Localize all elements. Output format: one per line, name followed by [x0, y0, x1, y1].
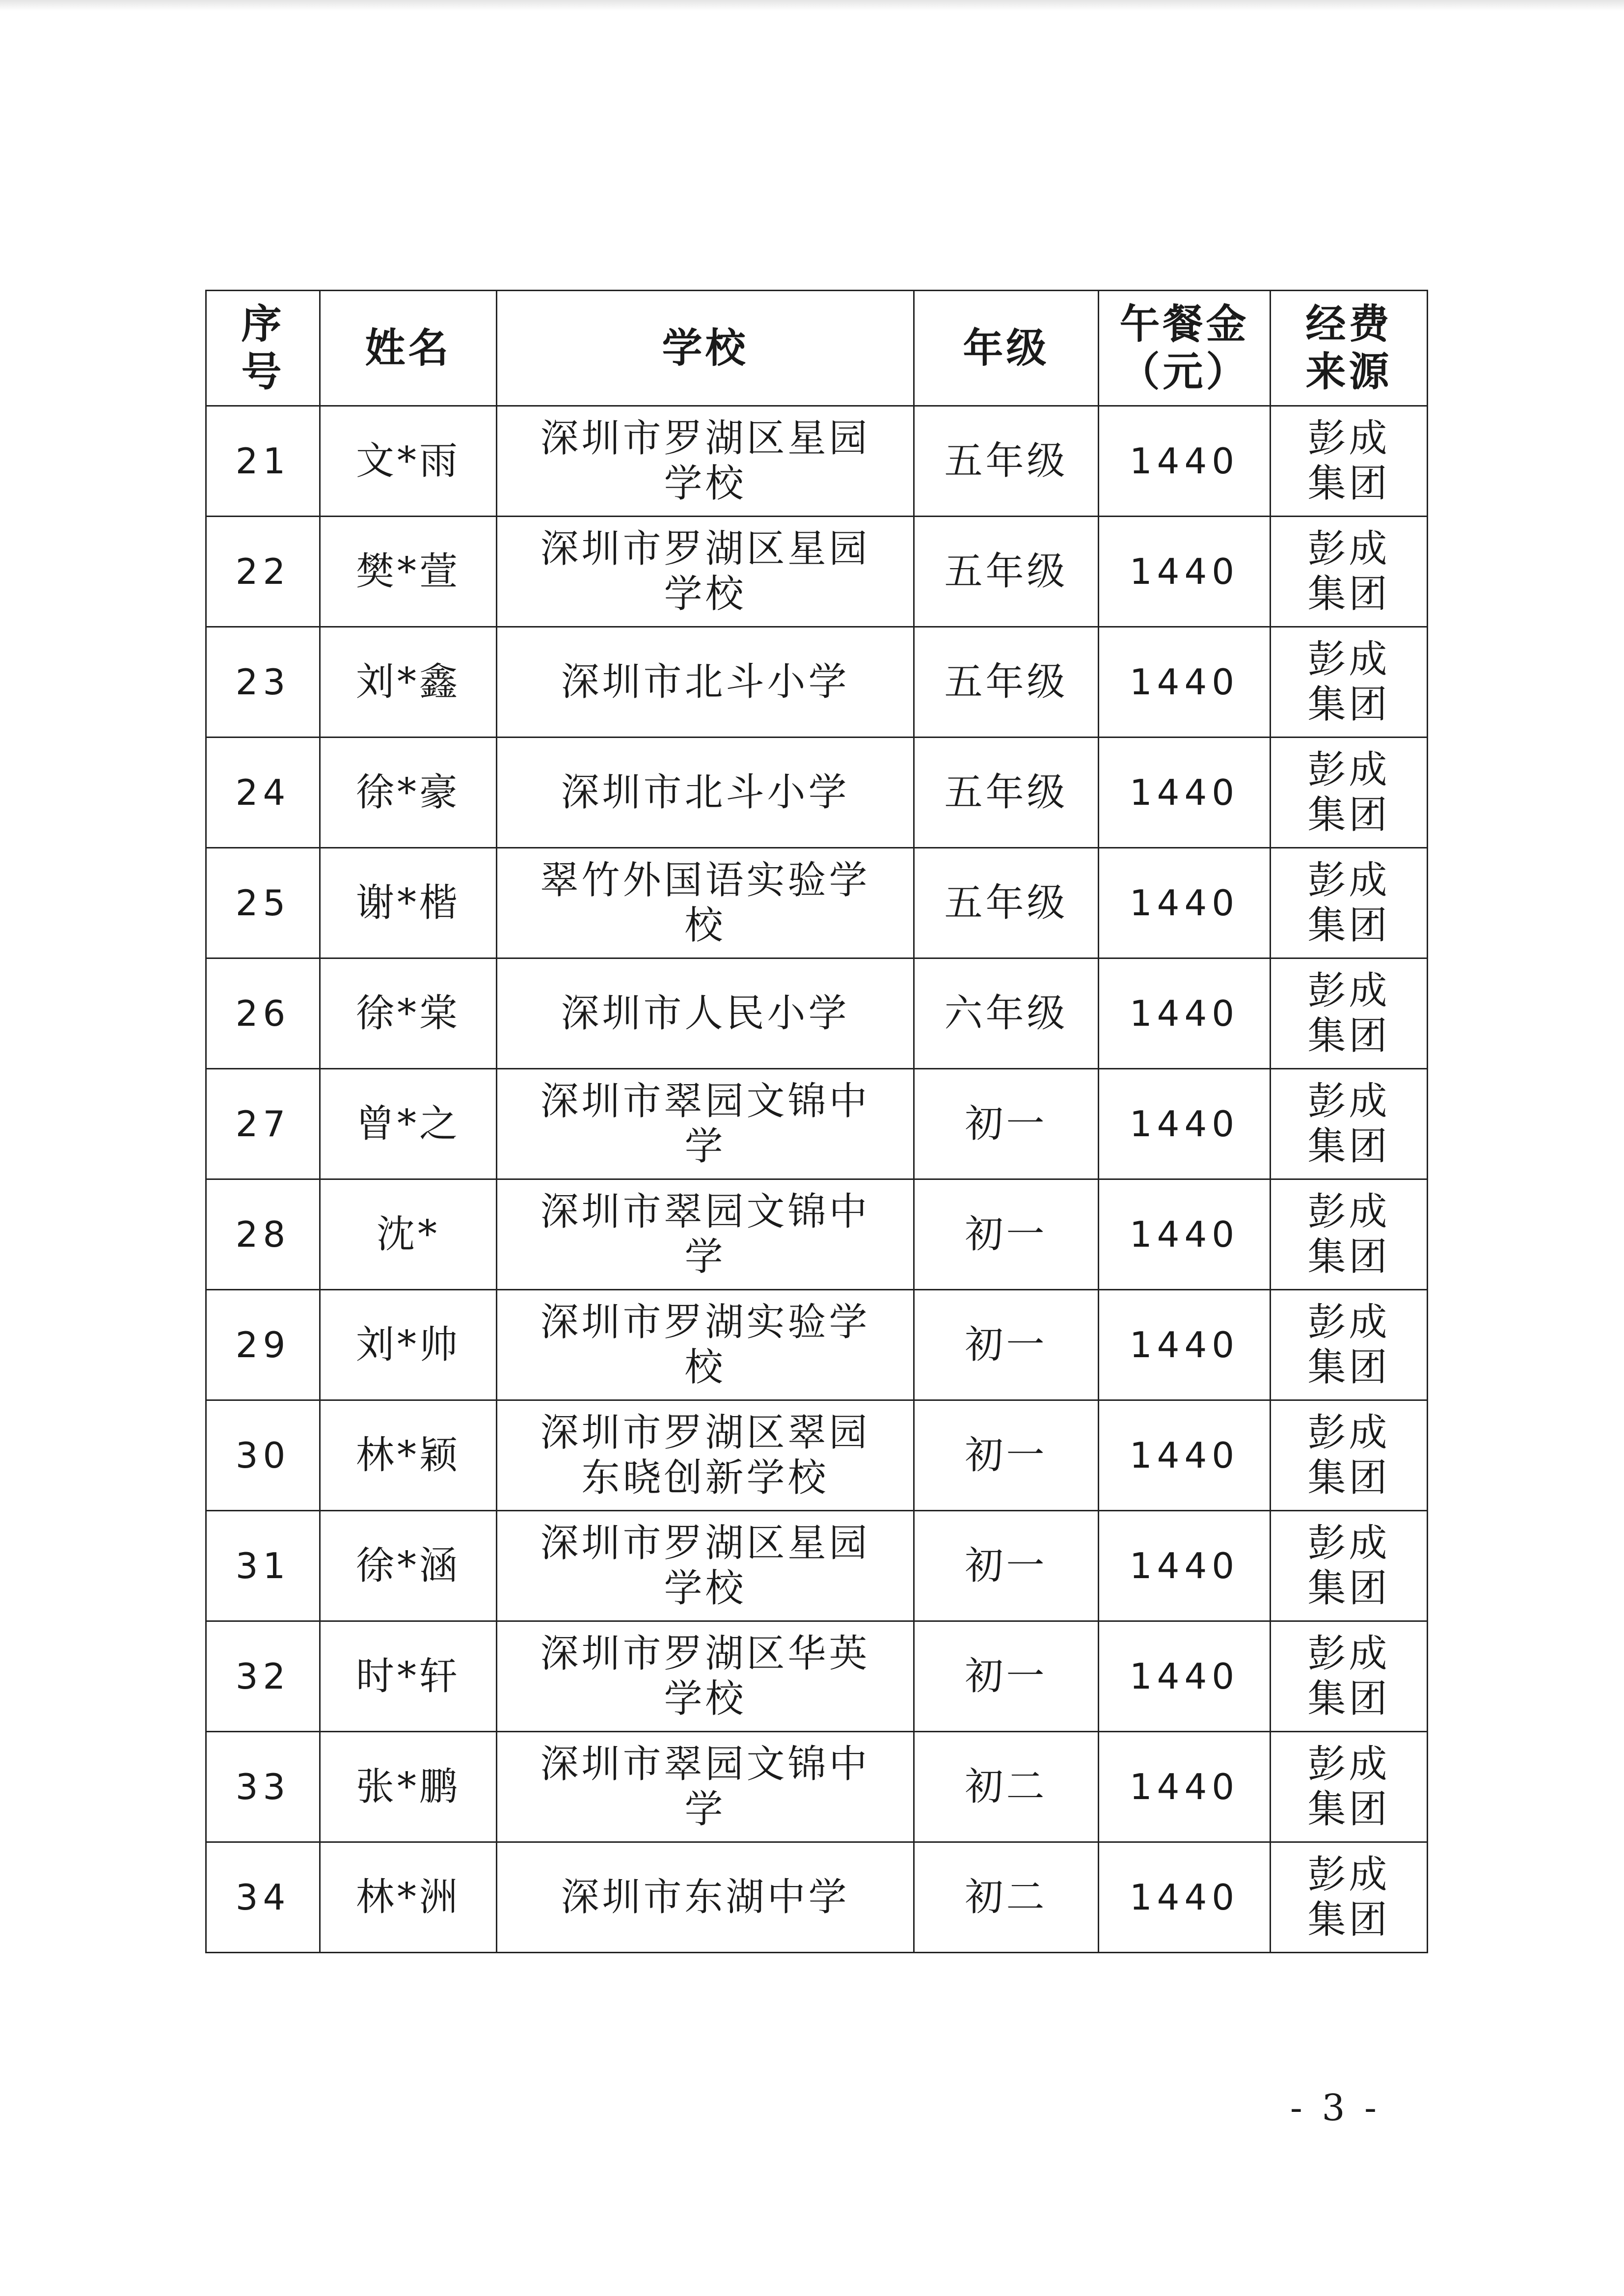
cell-school-text: 深圳市罗湖区星园学校 — [540, 526, 870, 616]
table-row — [206, 517, 1428, 627]
cell-amount — [1099, 1732, 1271, 1842]
cell-grade — [914, 1179, 1099, 1290]
table-row — [206, 1290, 1428, 1400]
cell-no-text: 23 — [235, 661, 291, 703]
cell-name-text: 时*轩 — [355, 1654, 460, 1698]
cell-amount-text: 1440 — [1129, 1324, 1240, 1366]
cell-school-text: 深圳市罗湖区星园学校 — [540, 416, 870, 506]
cell-grade-text: 初一 — [965, 1101, 1048, 1146]
cell-school-text: 深圳市罗湖实验学校 — [540, 1300, 870, 1390]
cell-source-text: 彭成集团 — [1307, 858, 1390, 948]
cell-amount — [1099, 627, 1271, 738]
table-body — [206, 406, 1428, 1953]
cell-school-text: 深圳市人民小学 — [561, 991, 850, 1036]
cell-name-text: 林*颖 — [355, 1433, 460, 1477]
cell-name — [320, 1069, 497, 1179]
cell-grade — [914, 1511, 1099, 1621]
cell-amount — [1099, 1290, 1271, 1400]
table-header-row — [206, 291, 1428, 406]
cell-grade — [914, 848, 1099, 958]
cell-name-text: 谢*楷 — [355, 880, 460, 925]
cell-no-text: 26 — [235, 992, 291, 1034]
cell-amount — [1099, 1842, 1271, 1953]
cell-school-text: 深圳市翠园文锦中学 — [540, 1742, 870, 1831]
cell-name — [320, 848, 497, 958]
cell-no — [206, 1179, 320, 1290]
cell-source-text: 彭成集团 — [1307, 526, 1390, 616]
cell-source-text: 彭成集团 — [1307, 416, 1390, 506]
cell-amount-text: 1440 — [1129, 661, 1240, 703]
cell-source — [1271, 627, 1428, 738]
cell-no — [206, 627, 320, 738]
cell-grade-text: 五年级 — [944, 438, 1068, 483]
cell-school — [497, 1732, 914, 1842]
cell-source-text: 彭成集团 — [1307, 1300, 1390, 1390]
cell-name-text: 徐*豪 — [355, 770, 460, 815]
cell-name-text: 刘*帅 — [355, 1322, 460, 1367]
table-row — [206, 848, 1428, 958]
cell-source-text: 彭成集团 — [1307, 1742, 1390, 1831]
cell-source — [1271, 1621, 1428, 1732]
cell-no — [206, 1621, 320, 1732]
cell-no-text: 24 — [235, 771, 291, 813]
cell-source — [1271, 1511, 1428, 1621]
cell-source-text: 彭成集团 — [1307, 1631, 1390, 1721]
cell-grade-text: 初一 — [965, 1654, 1048, 1698]
page-number: - 3 - — [1290, 2087, 1381, 2129]
cell-name-text: 沈* — [376, 1212, 440, 1257]
cell-amount — [1099, 738, 1271, 848]
cell-school — [497, 1621, 914, 1732]
cell-name — [320, 1842, 497, 1953]
cell-amount-text: 1440 — [1129, 440, 1240, 482]
cell-no — [206, 1842, 320, 1953]
table-row — [206, 1621, 1428, 1732]
cell-name — [320, 958, 497, 1069]
cell-source — [1271, 1842, 1428, 1953]
cell-school — [497, 1842, 914, 1953]
cell-no — [206, 517, 320, 627]
cell-grade — [914, 1069, 1099, 1179]
cell-amount — [1099, 1069, 1271, 1179]
cell-school — [497, 1179, 914, 1290]
cell-grade-text: 初一 — [965, 1543, 1048, 1588]
cell-school — [497, 627, 914, 738]
cell-no — [206, 1069, 320, 1179]
cell-school — [497, 1290, 914, 1400]
cell-source — [1271, 738, 1428, 848]
table-row — [206, 1400, 1428, 1511]
cell-name — [320, 1179, 497, 1290]
cell-school-text: 深圳市罗湖区华英学校 — [540, 1631, 870, 1721]
cell-amount-text: 1440 — [1129, 771, 1240, 813]
cell-name — [320, 406, 497, 517]
cell-name-text: 林*洲 — [355, 1875, 460, 1919]
cell-source — [1271, 1732, 1428, 1842]
table-row — [206, 1842, 1428, 1953]
cell-no-text: 22 — [235, 550, 291, 592]
cell-name-text: 徐*涵 — [355, 1543, 460, 1588]
table-row — [206, 406, 1428, 517]
cell-source — [1271, 958, 1428, 1069]
cell-name — [320, 738, 497, 848]
cell-school-text: 翠竹外国语实验学校 — [540, 858, 870, 948]
table-row — [206, 738, 1428, 848]
cell-school — [497, 1400, 914, 1511]
cell-amount — [1099, 848, 1271, 958]
cell-amount-text: 1440 — [1129, 1545, 1240, 1586]
cell-no-text: 29 — [235, 1324, 291, 1366]
lunch-subsidy-table — [205, 290, 1428, 1953]
cell-grade — [914, 738, 1099, 848]
cell-no-text: 33 — [235, 1766, 291, 1807]
cell-source-text: 彭成集团 — [1307, 1410, 1390, 1500]
cell-grade — [914, 1732, 1099, 1842]
cell-no-text: 27 — [235, 1103, 291, 1145]
cell-source — [1271, 406, 1428, 517]
cell-grade — [914, 1842, 1099, 1953]
cell-name — [320, 1621, 497, 1732]
cell-name — [320, 1400, 497, 1511]
cell-source — [1271, 1400, 1428, 1511]
cell-no — [206, 1400, 320, 1511]
cell-school — [497, 1511, 914, 1621]
cell-amount-text: 1440 — [1129, 1213, 1240, 1255]
cell-no — [206, 1290, 320, 1400]
cell-amount-text: 1440 — [1129, 1434, 1240, 1476]
cell-no-text: 21 — [235, 440, 291, 482]
table-row — [206, 958, 1428, 1069]
cell-no — [206, 738, 320, 848]
cell-name-text: 文*雨 — [355, 438, 460, 483]
cell-grade — [914, 1400, 1099, 1511]
cell-grade — [914, 627, 1099, 738]
cell-name-text: 张*鹏 — [355, 1764, 460, 1809]
cell-amount-text: 1440 — [1129, 550, 1240, 592]
cell-name-text: 曾*之 — [355, 1101, 460, 1146]
cell-no — [206, 406, 320, 517]
cell-amount — [1099, 1179, 1271, 1290]
cell-name-text: 刘*鑫 — [355, 659, 460, 704]
cell-amount-text: 1440 — [1129, 1103, 1240, 1145]
cell-source — [1271, 1179, 1428, 1290]
cell-grade — [914, 517, 1099, 627]
cell-amount — [1099, 406, 1271, 517]
cell-school — [497, 517, 914, 627]
cell-school — [497, 406, 914, 517]
cell-source-text: 彭成集团 — [1307, 637, 1390, 727]
cell-source — [1271, 1069, 1428, 1179]
cell-school-text: 深圳市北斗小学 — [561, 770, 850, 815]
cell-amount-text: 1440 — [1129, 1766, 1240, 1807]
cell-source-text: 彭成集团 — [1307, 968, 1390, 1058]
cell-school-text: 深圳市翠园文锦中学 — [540, 1079, 870, 1169]
header-amount: 午餐金（元） — [1099, 291, 1271, 406]
cell-amount — [1099, 958, 1271, 1069]
cell-no-text: 34 — [235, 1876, 291, 1918]
table-row — [206, 1179, 1428, 1290]
header-source: 经费来源 — [1271, 291, 1428, 406]
cell-no-text: 32 — [235, 1655, 291, 1697]
cell-school-text: 深圳市罗湖区星园学校 — [540, 1521, 870, 1611]
header-school: 学校 — [497, 291, 914, 406]
cell-source-text: 彭成集团 — [1307, 1189, 1390, 1279]
cell-school — [497, 848, 914, 958]
cell-school-text: 深圳市翠园文锦中学 — [540, 1189, 870, 1279]
cell-grade-text: 六年级 — [944, 991, 1068, 1036]
cell-grade-text: 初一 — [965, 1212, 1048, 1257]
cell-school-text: 深圳市罗湖区翠园东晓创新学校 — [540, 1410, 870, 1500]
header-no: 序号 — [206, 291, 320, 406]
cell-no — [206, 1511, 320, 1621]
cell-grade-text: 五年级 — [944, 549, 1068, 594]
cell-amount-text: 1440 — [1129, 1655, 1240, 1697]
cell-amount-text: 1440 — [1129, 992, 1240, 1034]
cell-grade — [914, 1290, 1099, 1400]
cell-amount-text: 1440 — [1129, 882, 1240, 924]
cell-source-text: 彭成集团 — [1307, 747, 1390, 837]
cell-name — [320, 1732, 497, 1842]
table-row — [206, 1511, 1428, 1621]
cell-school — [497, 958, 914, 1069]
cell-no-text: 28 — [235, 1213, 291, 1255]
cell-source — [1271, 1290, 1428, 1400]
cell-amount-text: 1440 — [1129, 1876, 1240, 1918]
header-name: 姓名 — [320, 291, 497, 406]
cell-grade-text: 初一 — [965, 1322, 1048, 1367]
cell-name-text: 徐*棠 — [355, 991, 460, 1036]
cell-name — [320, 517, 497, 627]
cell-amount — [1099, 1400, 1271, 1511]
cell-grade-text: 五年级 — [944, 659, 1068, 704]
cell-grade-text: 初二 — [965, 1875, 1048, 1919]
cell-no-text: 30 — [235, 1434, 291, 1476]
cell-school-text: 深圳市北斗小学 — [561, 659, 850, 704]
cell-name — [320, 1290, 497, 1400]
cell-amount — [1099, 1511, 1271, 1621]
cell-no — [206, 848, 320, 958]
cell-school-text: 深圳市东湖中学 — [561, 1875, 850, 1919]
cell-grade — [914, 406, 1099, 517]
cell-grade-text: 初二 — [965, 1764, 1048, 1809]
cell-grade-text: 初一 — [965, 1433, 1048, 1477]
cell-name — [320, 1511, 497, 1621]
cell-source-text: 彭成集团 — [1307, 1852, 1390, 1942]
scan-edge — [0, 0, 1624, 11]
cell-name-text: 樊*萱 — [355, 549, 460, 594]
cell-no-text: 25 — [235, 882, 291, 924]
header-grade: 年级 — [914, 291, 1099, 406]
cell-no-text: 31 — [235, 1545, 291, 1586]
table-row — [206, 627, 1428, 738]
cell-grade — [914, 958, 1099, 1069]
cell-no — [206, 958, 320, 1069]
cell-grade-text: 五年级 — [944, 770, 1068, 815]
table-row — [206, 1732, 1428, 1842]
cell-amount — [1099, 1621, 1271, 1732]
cell-school — [497, 738, 914, 848]
cell-source — [1271, 517, 1428, 627]
cell-source — [1271, 848, 1428, 958]
cell-source-text: 彭成集团 — [1307, 1079, 1390, 1169]
cell-amount — [1099, 517, 1271, 627]
cell-no — [206, 1732, 320, 1842]
table-row — [206, 1069, 1428, 1179]
cell-grade — [914, 1621, 1099, 1732]
cell-grade-text: 五年级 — [944, 880, 1068, 925]
cell-school — [497, 1069, 914, 1179]
cell-source-text: 彭成集团 — [1307, 1521, 1390, 1611]
cell-name — [320, 627, 497, 738]
